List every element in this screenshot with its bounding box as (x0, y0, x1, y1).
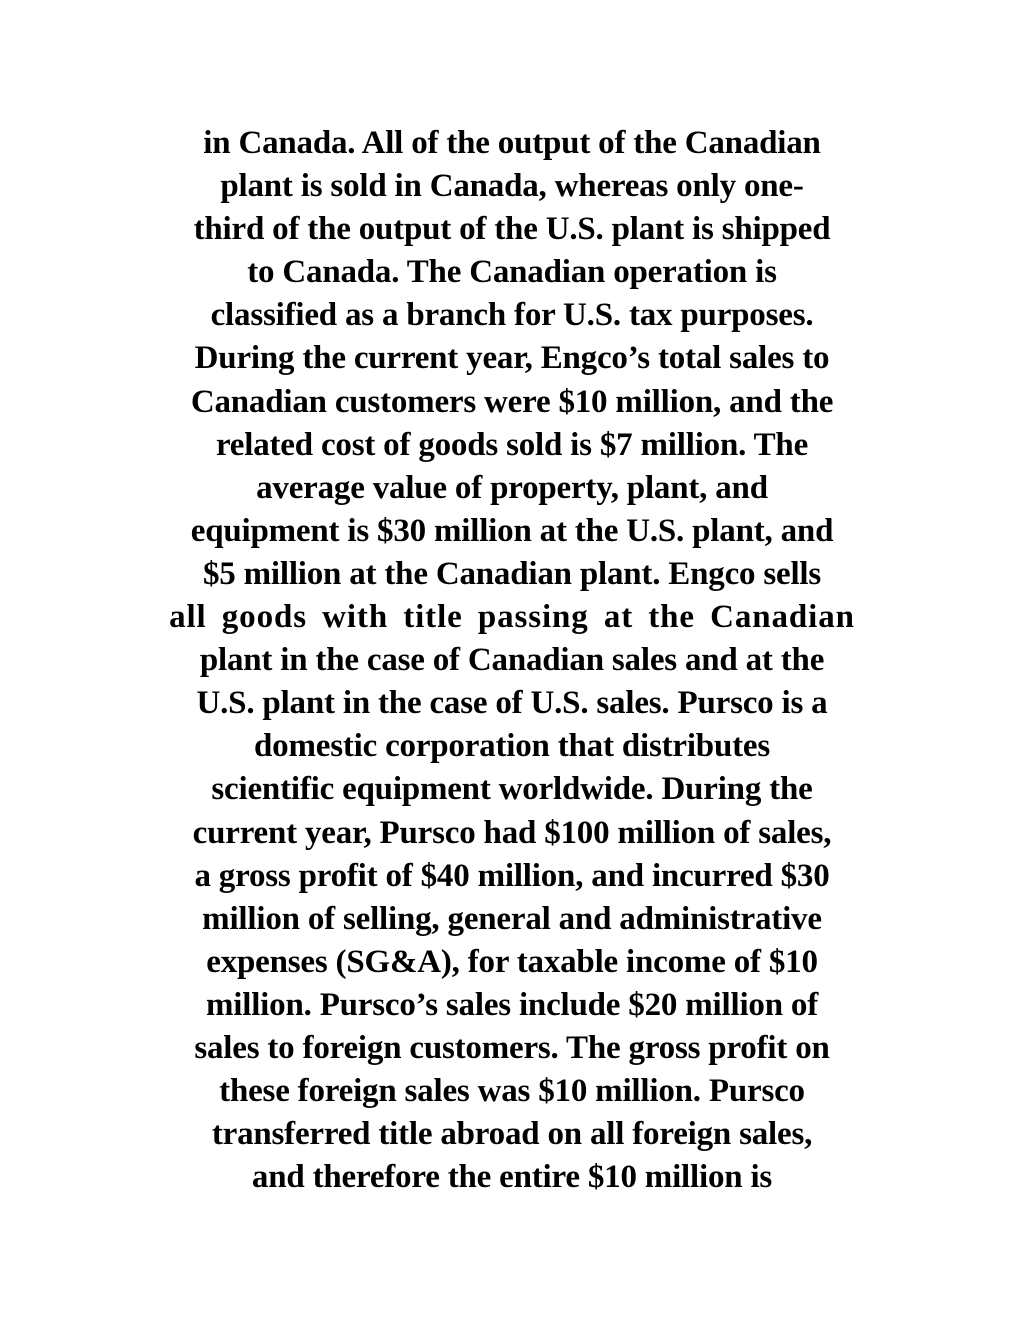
text-line: U.S. plant in the case of U.S. sales. Pursco is a (196, 685, 828, 722)
text-line: million. Pursco’s sales include $20 million of (205, 986, 818, 1023)
text-line: a gross profit of $40 million, and incurred $30 (194, 857, 830, 894)
text-line: third of the output of the U.S. plant is shipped (193, 211, 831, 248)
text-line: equipment is $30 million at the U.S. plant, and (190, 512, 834, 549)
text-line: all goods with title passing at the Canadian (169, 599, 855, 636)
text-line: to Canada. The Canadian operation is (247, 254, 777, 291)
text-line: these foreign sales was $10 million. Pursco (219, 1073, 805, 1110)
text-line: domestic corporation that distributes (254, 728, 770, 765)
text-line: transferred title abroad on all foreign sales, (211, 1116, 813, 1153)
text-line: scientific equipment worldwide. During the (211, 771, 813, 808)
text-line: plant in the case of Canadian sales and at the (199, 642, 825, 679)
text-line: expenses (SG&A), for taxable income of $10 (206, 943, 818, 980)
text-line: Canadian customers were $10 million, and the (190, 383, 834, 420)
text-line: current year, Pursco had $100 million of sales, (192, 814, 832, 851)
body-text-block (112, 122, 912, 1199)
text-line: related cost of goods sold is $7 million. The (215, 426, 809, 463)
text-line: million of selling, general and administrative (202, 900, 822, 937)
text-line: and therefore the entire $10 million is (251, 1159, 773, 1196)
text-line: sales to foreign customers. The gross profit on (194, 1029, 830, 1066)
text-line: plant is sold in Canada, whereas only one- (220, 168, 804, 205)
text-line: in Canada. All of the output of the Canadian (203, 125, 821, 161)
text-line: During the current year, Engco’s total sales to (194, 340, 830, 377)
text-line: average value of property, plant, and (256, 469, 768, 506)
text-line: classified as a branch for U.S. tax purposes. (210, 297, 814, 334)
text-line: $5 million at the Canadian plant. Engco sells (202, 555, 822, 592)
